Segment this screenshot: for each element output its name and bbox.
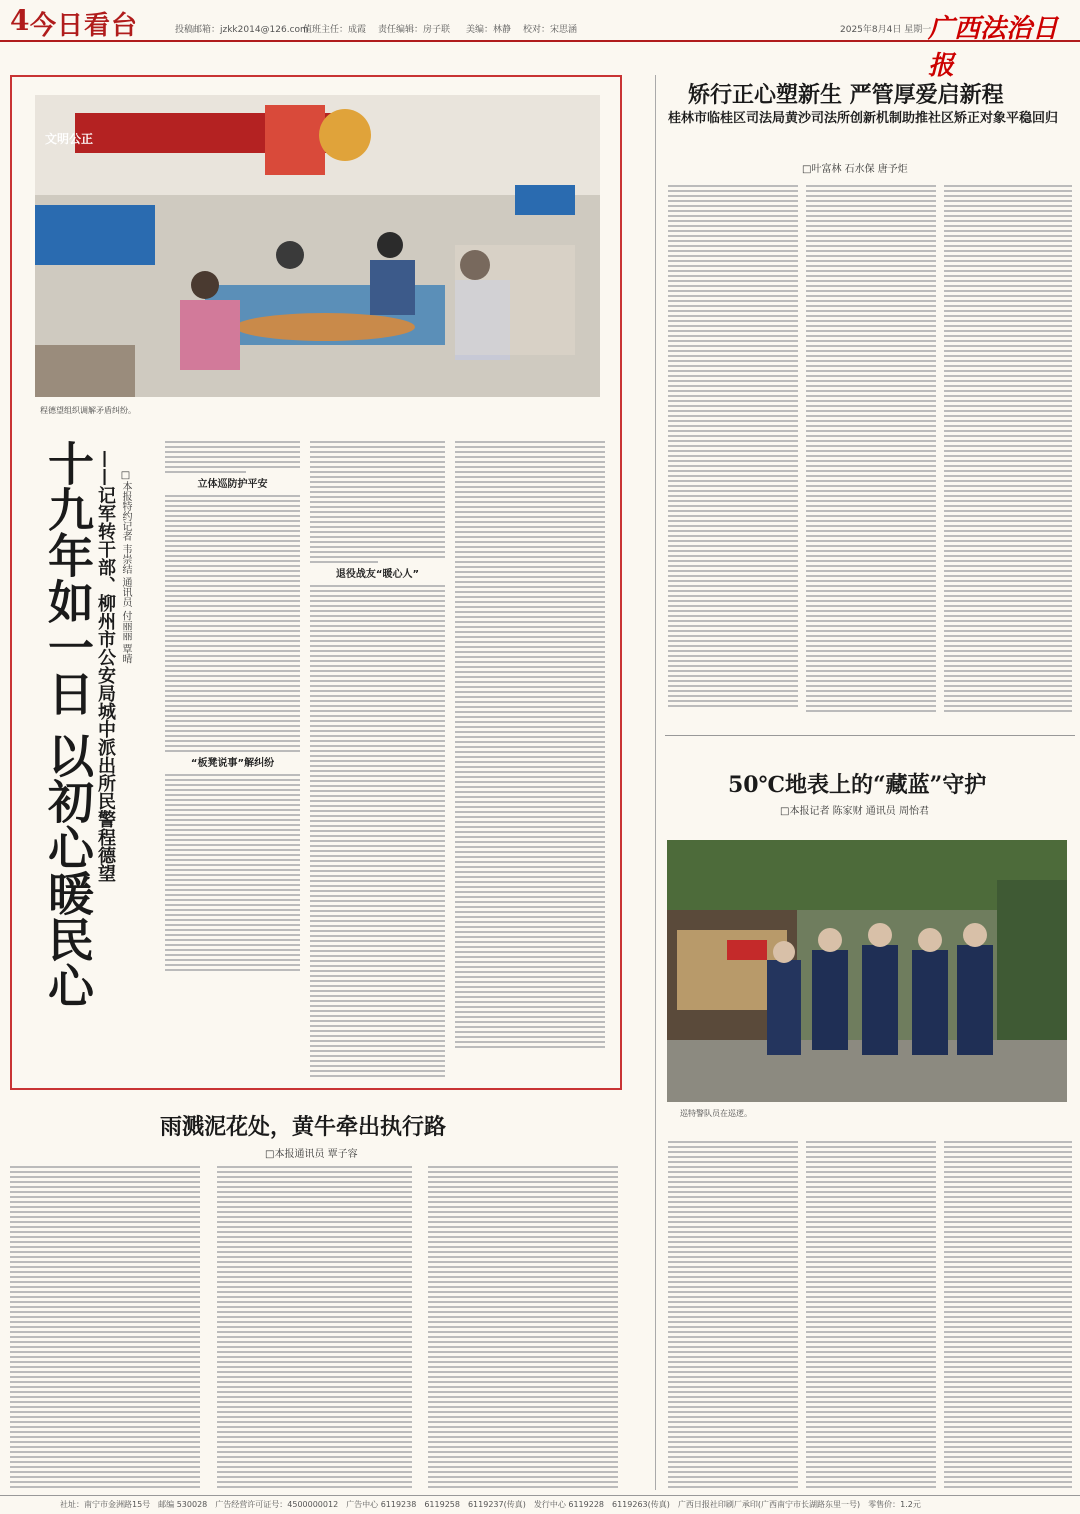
bottom-left-title: 雨溅泥花处，黄牛牵出执行路 [160, 1114, 447, 1140]
right-top-col2 [806, 182, 936, 727]
masthead [0, 0, 1080, 42]
right-top-col3 [944, 182, 1072, 727]
bottom-left-col2 [217, 1163, 412, 1488]
right-top-subtitle: 桂林市临桂区司法局黄沙司法所创新机制助推社区矫正对象平稳回归 [668, 111, 1059, 126]
section-heading: 退役战友“暖心人” [335, 569, 420, 580]
bottom-left-col3 [428, 1163, 618, 1488]
page-number: 4 [10, 4, 30, 37]
footer [0, 1495, 1080, 1514]
right-mid-byline: □本报记者 陈家财 通讯员 周怡君 [780, 806, 929, 817]
feature-byline: □本报特约记者 韦崇结 通讯员 付丽丽 覃晴 [120, 470, 131, 664]
column-separator [655, 75, 656, 1490]
right-top-col1 [668, 182, 798, 727]
submission-email: 投稿邮箱：jzkk2014@126.com [175, 25, 309, 35]
feature-body-col2 [310, 438, 445, 1078]
feature-body-col1 [165, 438, 300, 1078]
feature-body-col3 [455, 438, 605, 1078]
newspaper-logo: 广西法治日报 [928, 14, 1059, 81]
section-divider [665, 735, 1075, 736]
responsible-editor: 责任编辑：房子联 [378, 25, 451, 35]
right-top-title: 矫行正心塑新生 严管厚爱启新程 [688, 82, 1004, 108]
bottom-left-col1 [10, 1163, 200, 1488]
art-editor: 美编：林静 [466, 25, 512, 35]
right-mid-title: 50℃地表上的“藏蓝”守护 [728, 772, 987, 798]
bottom-left-byline: □本报通讯员 覃子容 [265, 1149, 358, 1160]
section-heading: 立体巡防护平安 [197, 479, 268, 490]
patrol-photo-caption: 巡特警队员在巡逻。 [680, 1109, 752, 1118]
proofreader: 校对：宋思涵 [523, 25, 578, 35]
section-heading: “板凳说事”解纠纷 [190, 758, 275, 769]
right-mid-col1 [668, 1138, 798, 1488]
mediation-photo-graphic [35, 95, 600, 397]
photo-caption: 程德望组织调解矛盾纠纷。 [40, 406, 136, 415]
feature-subtitle: ——记军转干部、柳州市公安局城中派出所民警程德望 [95, 450, 116, 882]
chief-editor: 值班主任：成霞 [303, 25, 367, 35]
mediation-photo [35, 95, 600, 397]
right-top-byline: □叶富林 石水保 唐予炬 [802, 164, 908, 175]
patrol-photo [667, 840, 1067, 1102]
right-mid-col3 [944, 1138, 1072, 1488]
footer-text: 社址：南宁市金洲路15号 邮编 530028 广告经营许可证号：4500000012 广告中心 6119238 6119258 6119237(传真) 发行中心 6119228 6119263(传真) 广西日报社印刷厂承印(广西南宁市长湖路东里一号) 零售价：1.2元 [60, 1500, 921, 1509]
feature-title: 十九年如一日 以初心暖民心 [41, 440, 95, 1009]
banner-text: 文明公正 [45, 132, 94, 146]
right-mid-col2 [806, 1138, 936, 1488]
issue-date: 2025年8月4日 星期一 [840, 25, 932, 35]
page-section-name: 今日看台 [30, 11, 139, 41]
patrol-photo-graphic [667, 840, 1067, 1102]
